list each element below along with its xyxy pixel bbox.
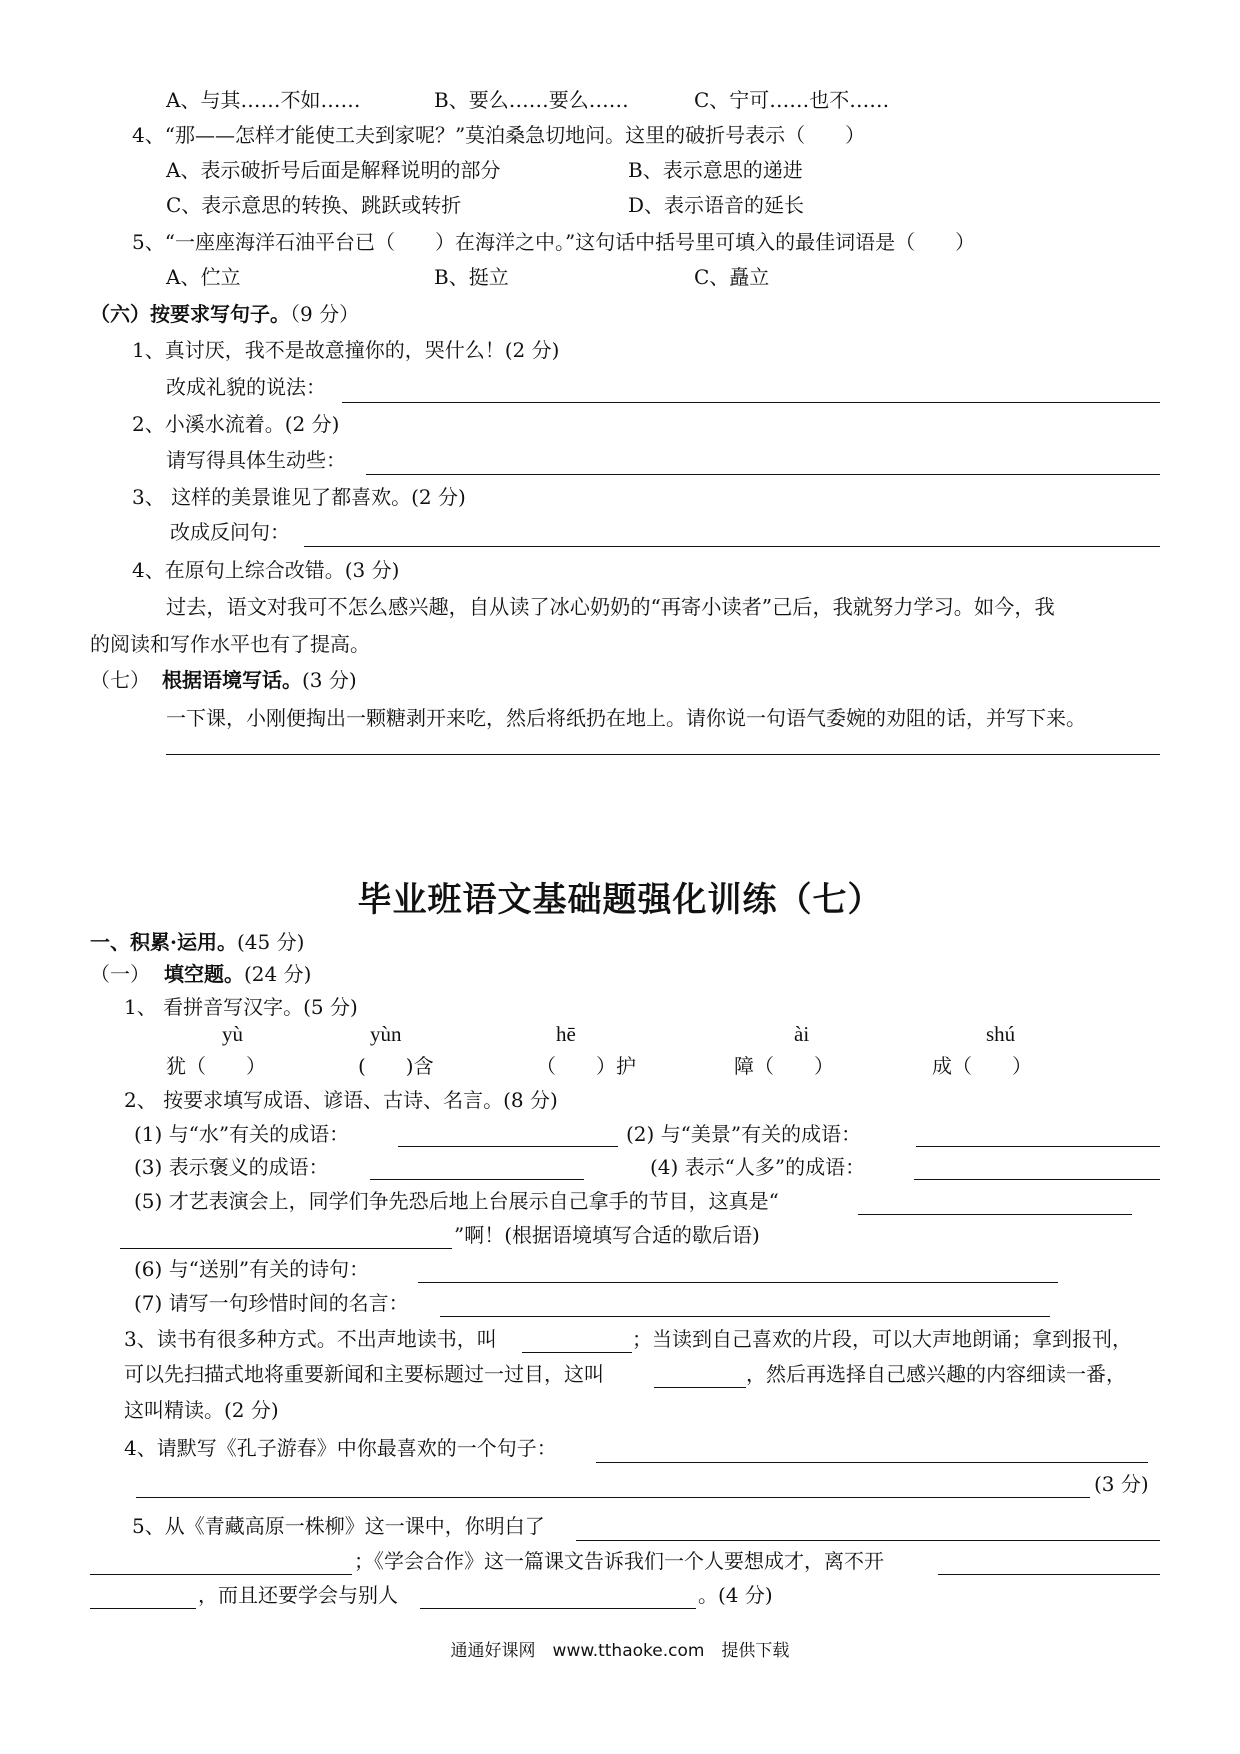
q4-text: 4、请默写《孔子游春》中你最喜欢的一个句子： [124,1436,557,1460]
pinyin-2: yùn [370,1022,402,1046]
s6-q1: 1、真讨厌，我不是故意撞你的，哭什么！(2 分) [132,338,560,362]
q5-option-b: B、挺立 [434,265,509,289]
pinyin-3: hē [556,1022,576,1046]
p2-q2: 2、 按要求填写成语、谚语、古诗、名言。(8 分) [124,1088,558,1112]
q5-text-d: 。(4 分) [698,1583,773,1607]
s6-q1-prompt: 改成礼貌的说法： [166,375,326,399]
pinyin-1: yù [222,1022,243,1046]
q2-1-answer-line[interactable] [398,1146,618,1147]
pinyin-5: shú [986,1022,1016,1046]
q2-5-answer-line-a[interactable] [858,1214,1132,1215]
q2-1-label: (1) 与“水”有关的成语： [134,1122,350,1146]
subsection-prefix: （一） [90,962,150,986]
q3-option-c: C、宁可……也不…… [694,88,890,112]
s7-answer-line[interactable] [166,754,1160,755]
q4-stem: 4、“那——怎样才能使工夫到家呢？”莫泊桑急切地问。这里的破折号表示（ ） [132,123,866,147]
section-6-heading [90,300,359,328]
q4-option-b: B、表示意思的递进 [628,158,803,182]
part2-section-1-title: 一、积累·运用。 [90,930,237,954]
q2-7-label: (7) 请写一句珍惜时间的名言： [134,1291,409,1315]
q5-answer-line-4[interactable] [90,1608,196,1609]
s6-q4: 4、在原句上综合改错。(3 分) [132,558,400,582]
q5-stem: 5、“一座座海洋石油平台已（ ）在海洋之中。”这句话中括号里可填入的最佳词语是（ ） [132,230,976,254]
q2-6-label: (6) 与“送别”有关的诗句： [134,1257,370,1281]
part2-section-1-score: (45 分) [236,930,305,954]
char-box-5[interactable]: 成（ ） [932,1054,1032,1078]
p2-q1: 1、 看拼音写汉字。(5 分) [124,995,358,1019]
q2-4-answer-line[interactable] [914,1179,1160,1180]
char-box-4[interactable]: 障（ ） [734,1054,834,1078]
char-box-3[interactable]: （ ）护 [536,1054,636,1078]
section-6-title: （六）按要求写句子。 [90,302,290,326]
q2-5-text-b: ”啊！(根据语境填写合适的歇后语) [454,1223,760,1247]
section-7-score: (3 分) [302,668,357,692]
s6-q3: 3、 这样的美景谁见了都喜欢。(2 分) [132,485,466,509]
q5-text-b: ；《学会合作》这一篇课文告诉我们一个人要想成才，离不开 [354,1549,884,1573]
q4-option-d: D、表示语音的延长 [628,193,805,217]
char-box-1[interactable]: 犹（ ） [166,1054,266,1078]
q5-option-a: A、伫立 [166,265,241,289]
q5-answer-line-1[interactable] [576,1540,1160,1541]
q5-answer-line-3[interactable] [938,1574,1160,1575]
q3-text-b: ；当读到自己喜欢的片段，可以大声地朗诵；拿到报刊， [632,1327,1132,1351]
subsection-title: 填空题。 [164,962,244,986]
section-7-heading [90,666,357,694]
q4-answer-line-1[interactable] [596,1462,1148,1463]
section-6-score: （9 分） [290,302,360,326]
q2-5-answer-line-b[interactable] [120,1248,452,1249]
q2-3-label: (3) 表示褒义的成语： [134,1155,329,1179]
q2-4-label: (4) 表示“人多”的成语： [650,1155,866,1179]
q3-text-d: ，然后再选择自己感兴趣的内容细读一番， [746,1362,1126,1386]
subsection-score: (24 分) [244,962,312,986]
char-box-2[interactable]: ( )含 [358,1054,434,1078]
s6-q3-prompt: 改成反问句： [170,520,290,544]
q4-answer-line-2[interactable] [136,1497,1090,1498]
q2-3-answer-line[interactable] [370,1179,584,1180]
q5-text-a: 5、从《青藏高原一株柳》这一课中，你明白了 [132,1514,545,1538]
section-7-prefix: （七） [90,668,150,692]
q4-option-a: A、表示破折号后面是解释说明的部分 [166,158,501,182]
q4-option-c: C、表示意思的转换、跳跃或转折 [166,193,462,217]
s6-q2-prompt: 请写得具体生动些： [166,448,346,472]
q2-7-answer-line[interactable] [440,1316,1050,1317]
s6-q2: 2、小溪水流着。(2 分) [132,412,340,436]
page-title: 毕业班语文基础题强化训练（七） [357,880,883,920]
q2-2-answer-line[interactable] [916,1146,1160,1147]
q3-text-e: 这叫精读。(2 分) [124,1398,279,1422]
pinyin-4: ài [794,1022,810,1046]
q2-5-text-a: (5) 才艺表演会上，同学们争先恐后地上台展示自己拿手的节目，这真是“ [134,1189,779,1213]
part2-section-1 [90,928,304,956]
q3-answer-line-1[interactable] [522,1352,632,1353]
s7-text: 一下课，小刚便掏出一颗糖剥开来吃，然后将纸扔在地上。请你说一句语气委婉的劝阻的话，并写下来。 [166,706,1086,730]
q5-text-c: ，而且还要学会与别人 [198,1583,398,1607]
q3-answer-line-2[interactable] [654,1387,746,1388]
section-7-title: 根据语境写话。 [162,668,302,692]
footer: 通通好课网 www.tthaoke.com 提供下载 [450,1641,790,1661]
s6-q4-text-line2: 的阅读和写作水平也有了提高。 [90,632,370,656]
q2-6-answer-line[interactable] [418,1282,1058,1283]
s6-q3-answer-line[interactable] [304,546,1160,547]
q3-text-c: 可以先扫描式地将重要新闻和主要标题过一过目，这叫 [124,1362,604,1386]
q2-2-label: (2) 与“美景”有关的成语： [626,1122,862,1146]
s6-q1-answer-line[interactable] [342,402,1160,403]
part2-subsection-1 [90,960,311,988]
q5-answer-line-2[interactable] [90,1574,352,1575]
q5-option-c: C、矗立 [694,265,770,289]
s6-q2-answer-line[interactable] [366,474,1160,475]
s6-q4-text-line1: 过去，语文对我可不怎么感兴趣，自从读了冰心奶奶的“再寄小读者”己后，我就努力学习。如今，我 [166,595,1055,619]
q3-option-a: A、与其……不如…… [166,88,361,112]
q5-answer-line-5[interactable] [420,1608,696,1609]
q4-score: (3 分) [1094,1472,1149,1496]
q3-text-a: 3、读书有很多种方式。不出声地读书，叫 [124,1327,497,1351]
q3-option-b: B、要么……要么…… [434,88,629,112]
